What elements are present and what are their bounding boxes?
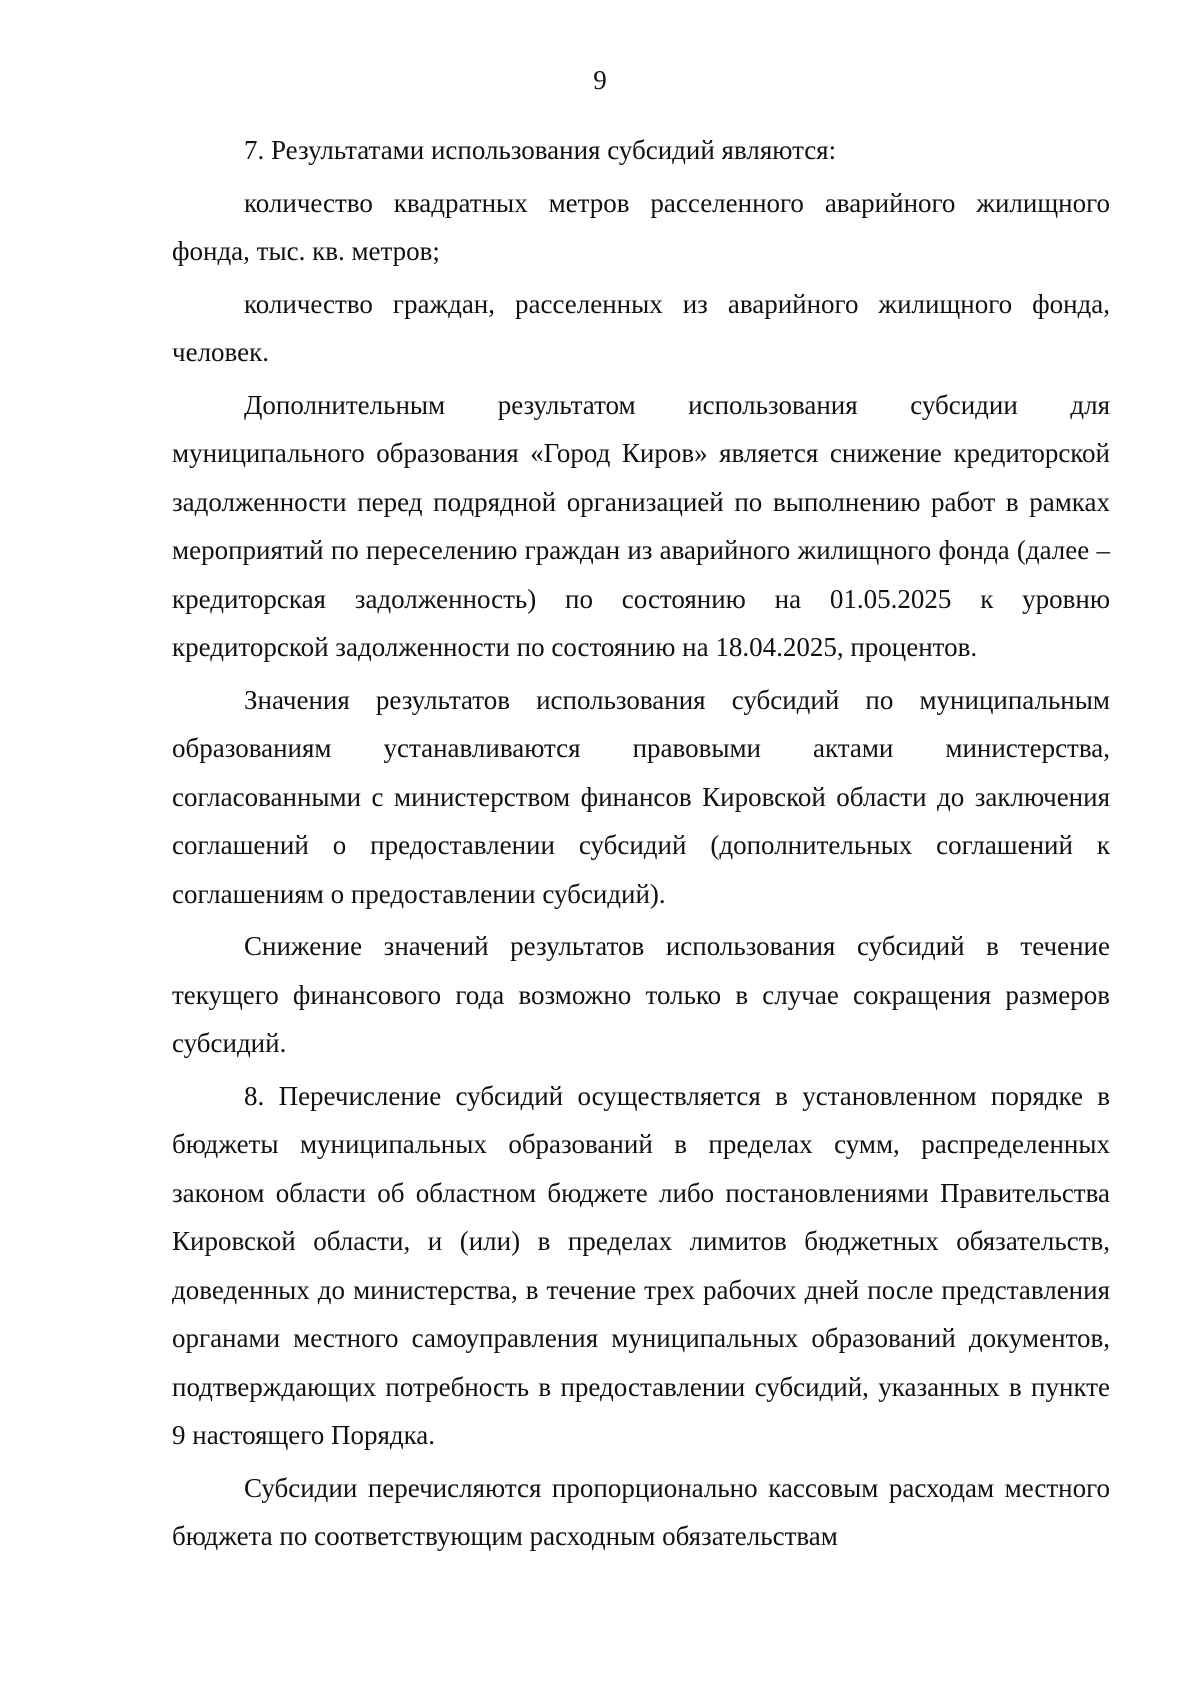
paragraph-8-transfer: 8. Перечисление субсидий осуществляется в установленном порядке в бюджеты муниципальных образований в пределах сумм, распределенных законом области об областном бюджете либо постановлениями Правительства Кировской области, и (или) в пределах лимитов бюджетных обязательств, доведенных до министерства, в течение трех рабочих дней после представления органами местного самоуправления муниципальных образований документов, подтверждающих потребность в предоставлении субсидий, указанных в пункте 9 настоящего Порядка. xyxy=(172,1080,1110,1450)
page-number: 9 xyxy=(593,65,607,95)
paragraph-result-citizens: количество граждан, расселенных из аварийного жилищного фонда, человек. xyxy=(172,288,1110,367)
paragraph-result-values: Значения результатов использования субсидий по муниципальным образованиям устанавливаются правовыми актами министерства, согласованными с министерством финансов Кировской области до заключения соглашений о предоставлении субсидий (дополнительных соглашений к соглашениям о предоставлении субсидий). xyxy=(172,684,1110,909)
paragraph-7-heading: 7. Результатами использования субсидий являются: xyxy=(244,135,837,165)
paragraph-result-area: количество квадратных метров расселенного аварийного жилищного фонда, тыс. кв. метров; xyxy=(172,187,1110,266)
paragraph-result-reduction: Снижение значений результатов использования субсидий в течение текущего финансового года возможно только в случае сокращения размеров субсидий. xyxy=(172,931,1110,1058)
paragraph-proportional-transfer: Субсидии перечисляются пропорционально кассовым расходам местного бюджета по соответствующим расходным обязательствам xyxy=(172,1472,1110,1551)
paragraph-additional-result: Дополнительным результатом использования субсидии для муниципального образования «Город Киров» является снижение кредиторской задолженности перед подрядной организацией по выполнению работ в рамках мероприятий по переселению граждан из аварийного жилищного фонда (далее – кредиторская задолженность) по состоянию на 01.05.2025 к уровню кредиторской задолженности по состоянию на 18.04.2025, процентов. xyxy=(172,389,1110,662)
document-body xyxy=(172,126,1110,1561)
